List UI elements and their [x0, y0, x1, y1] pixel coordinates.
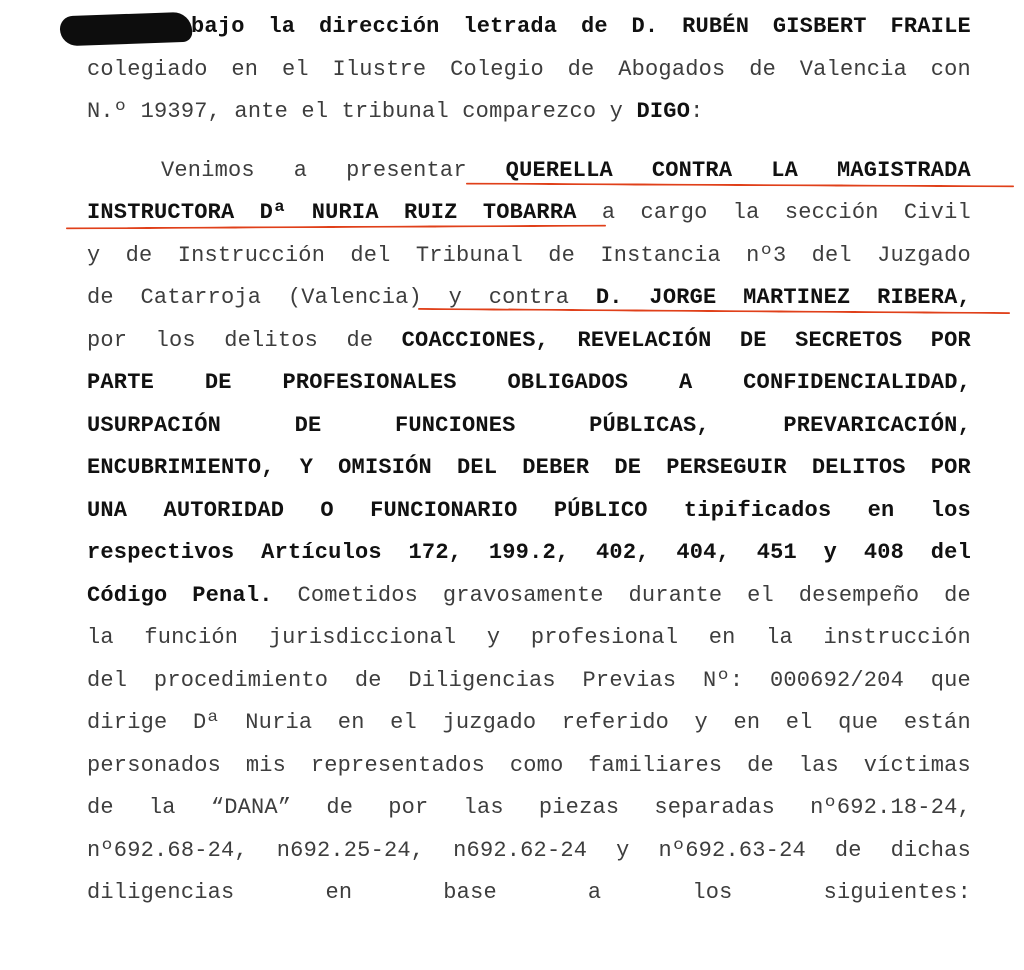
word: GISBERT: [772, 14, 867, 39]
word: DE: [614, 455, 642, 480]
word: Valencia: [799, 56, 907, 82]
word: la: [268, 14, 296, 39]
word: siguientes:: [823, 880, 971, 905]
word: base: [443, 880, 497, 905]
word: personados: [87, 752, 222, 778]
word: Diligencias: [408, 667, 556, 693]
word: de: [87, 285, 114, 310]
word: POR: [930, 327, 971, 353]
word: víctimas: [863, 752, 971, 778]
word: por: [388, 795, 429, 820]
word: la: [732, 200, 760, 225]
text-run: :: [690, 99, 704, 124]
word: LA: [771, 157, 798, 183]
word: el: [390, 710, 417, 735]
word: nº692.68-24,: [87, 837, 248, 863]
word: RUBÉN: [682, 14, 750, 39]
word: FRAILE: [890, 14, 971, 39]
text-line-7: [87, 277, 971, 320]
word: función: [144, 625, 239, 650]
word: DE: [739, 327, 767, 353]
word: RIBERA,: [877, 285, 971, 310]
word: Cometidos: [297, 582, 419, 608]
word: sección: [784, 200, 879, 225]
word: RUIZ: [403, 200, 458, 225]
text-line-19: [87, 787, 971, 830]
word: de: [749, 56, 776, 82]
word: como: [509, 752, 564, 778]
word: procedimiento: [153, 667, 329, 693]
word: FUNCIONES: [394, 412, 516, 438]
word: JORGE: [649, 285, 717, 310]
word: bajo: [191, 14, 245, 39]
word: Catarroja: [140, 285, 262, 310]
word: del: [811, 242, 852, 268]
word: 404,: [676, 540, 730, 565]
word: OMISIÓN: [338, 455, 432, 480]
word: PARTE: [87, 370, 155, 395]
word: DE: [294, 412, 322, 438]
word: de: [346, 327, 374, 353]
word: el: [785, 710, 813, 735]
word: en: [231, 56, 259, 82]
word: y: [87, 242, 101, 268]
word: DEL: [457, 455, 498, 480]
text-line-12: [87, 490, 971, 533]
text-line-21: [87, 872, 971, 915]
word: con: [930, 56, 971, 82]
document-page: [87, 6, 971, 915]
word: nº692.63-24: [658, 837, 806, 863]
word: los: [930, 497, 971, 523]
word: TOBARRA: [482, 200, 577, 225]
word: por: [87, 327, 128, 353]
text-run: DIGO: [636, 99, 691, 124]
word: SECRETOS: [795, 327, 903, 353]
word: en: [733, 710, 761, 735]
word: POR: [930, 455, 971, 480]
word: y: [823, 540, 838, 565]
text-line-2: [87, 49, 971, 92]
word: las: [798, 752, 839, 778]
word: de: [125, 242, 153, 268]
word: PREVARICACIÓN,: [783, 412, 971, 438]
word: y: [694, 710, 708, 735]
word: nº692.18-24,: [810, 795, 971, 820]
word: juzgado: [442, 710, 537, 735]
word: durante: [628, 582, 723, 608]
text-line-14: [87, 575, 971, 618]
word: el: [747, 582, 774, 608]
word: PÚBLICO: [553, 497, 648, 523]
word: dichas: [890, 837, 971, 863]
word: UNA: [87, 497, 128, 523]
word: DELITOS: [811, 455, 906, 480]
text-run: N.º 19397, ante el tribunal comparezco y: [87, 99, 637, 124]
word: Civil: [903, 200, 971, 225]
word: USURPACIÓN: [87, 412, 222, 438]
word: MARTINEZ: [743, 285, 851, 310]
word: CONFIDENCIALIDAD,: [743, 370, 971, 395]
text-line-15: [87, 617, 971, 660]
text-line-9: [87, 362, 971, 405]
word: REVELACIÓN: [577, 327, 712, 353]
word: 172,: [408, 540, 463, 565]
word: gravosamente: [442, 582, 604, 608]
word: Nº:: [703, 667, 744, 693]
word: delitos: [224, 327, 319, 353]
word: referido: [561, 710, 670, 735]
word: y: [616, 837, 630, 863]
word: n692.62-24: [453, 837, 588, 863]
text-line-10: [87, 405, 971, 448]
word: de: [834, 837, 862, 863]
word: diligencias: [87, 880, 235, 905]
word: Tribunal: [415, 242, 524, 268]
word: a: [601, 200, 616, 225]
word: Penal.: [192, 582, 273, 608]
word: a: [587, 880, 602, 905]
word: de: [580, 14, 608, 39]
word: de: [944, 582, 971, 608]
word: familiares: [588, 752, 723, 778]
text-line-20: [87, 830, 971, 873]
word: colegiado: [87, 56, 208, 82]
word: la: [87, 625, 114, 650]
word: nº3: [746, 242, 787, 268]
text-line-18: [87, 745, 971, 788]
text-line-17: [87, 702, 971, 745]
word: a: [293, 157, 308, 183]
text-line-6: [87, 235, 971, 278]
word: COACCIONES,: [401, 327, 550, 353]
word: 408: [863, 540, 905, 565]
word: presentar: [346, 157, 467, 183]
word: mis: [245, 752, 287, 778]
word: y: [486, 625, 501, 650]
word: PERSEGUIR: [666, 455, 787, 480]
word: que: [930, 667, 971, 693]
word: del: [350, 242, 391, 268]
word: están: [903, 710, 971, 735]
word: y: [448, 285, 463, 310]
word: dirección: [318, 14, 440, 39]
word: de: [87, 795, 114, 820]
word: la: [148, 795, 176, 820]
word: de: [326, 795, 354, 820]
word: letrada: [463, 14, 558, 39]
word: respectivos: [87, 540, 235, 565]
word: de: [354, 667, 382, 693]
word: contra: [488, 285, 570, 310]
word: de: [567, 56, 595, 82]
word: MAGISTRADA: [836, 157, 971, 183]
word: Artículos: [261, 540, 382, 565]
word: jurisdiccional: [268, 625, 457, 650]
word: 000692/204: [769, 667, 904, 693]
word: Dª: [259, 200, 287, 225]
word: desempeño: [798, 582, 920, 608]
word: Nuria: [245, 710, 313, 735]
word: representados: [310, 752, 486, 778]
text-line-1: [191, 6, 971, 49]
word: los: [692, 880, 733, 905]
word: A: [678, 370, 693, 395]
word: piezas: [538, 795, 620, 820]
word: FUNCIONARIO: [370, 497, 518, 523]
word: Instrucción: [177, 242, 326, 268]
word: de: [548, 242, 576, 268]
word: D.: [631, 14, 659, 39]
word: que: [838, 710, 879, 735]
word: (Valencia): [287, 285, 422, 310]
word: PÚBLICAS,: [589, 412, 710, 438]
word: ENCUBRIMIENTO,: [87, 455, 275, 480]
word: Juzgado: [877, 242, 971, 268]
word: AUTORIDAD: [163, 497, 285, 523]
word: PROFESIONALES: [282, 370, 457, 395]
word: D.: [595, 285, 623, 310]
word: 451: [756, 540, 797, 565]
word: del: [87, 667, 128, 693]
text-line-13: [87, 532, 971, 575]
word: en: [337, 710, 365, 735]
word: OBLIGADOS: [507, 370, 629, 395]
word: NURIA: [311, 200, 379, 225]
word: 402,: [596, 540, 650, 565]
word: Instancia: [600, 242, 721, 268]
word: tipificados: [683, 497, 832, 523]
word: dirige: [87, 710, 168, 735]
word: en: [867, 497, 895, 523]
word: profesional: [530, 625, 679, 650]
word: en: [325, 880, 353, 905]
word: O: [320, 497, 334, 523]
word: cargo: [640, 200, 708, 225]
text-line-8: [87, 320, 971, 363]
word: Y: [299, 455, 314, 480]
word: las: [463, 795, 504, 820]
word: Previas: [582, 667, 677, 693]
word: Colegio: [450, 56, 544, 82]
word: Dª: [192, 710, 220, 735]
word: Venimos: [161, 157, 255, 183]
word: instrucción: [823, 625, 971, 650]
text-line-11: [87, 447, 971, 490]
word: los: [155, 327, 196, 353]
word: DE: [204, 370, 232, 395]
word: Abogados: [618, 56, 726, 82]
text-line-3: [87, 91, 971, 134]
text-line-16: [87, 660, 971, 703]
word: Ilustre: [332, 56, 427, 82]
word: Código: [87, 582, 168, 608]
word: de: [747, 752, 774, 778]
word: 199.2,: [488, 540, 570, 565]
word: DEBER: [522, 455, 590, 480]
word: del: [930, 540, 971, 565]
word: “DANA”: [210, 795, 292, 820]
word: separadas: [654, 795, 775, 820]
word: INSTRUCTORA: [87, 200, 235, 225]
word: en: [708, 625, 736, 650]
word: la: [766, 625, 793, 650]
word: CONTRA: [651, 157, 733, 183]
word: QUERELLA: [505, 157, 613, 183]
word: n692.25-24,: [276, 837, 425, 863]
word: el: [281, 56, 309, 82]
